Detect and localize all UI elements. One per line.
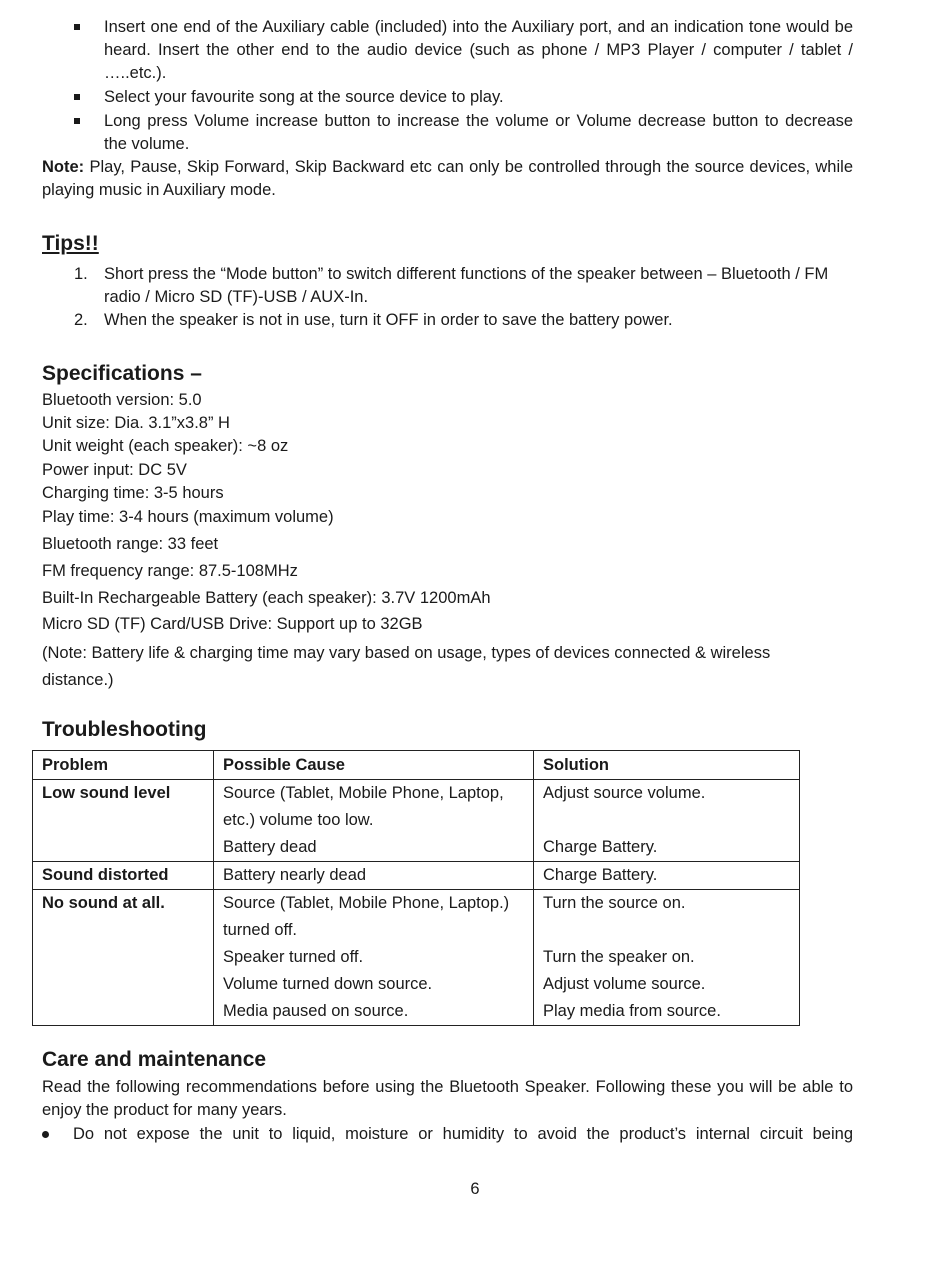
aux-steps-list	[0, 16, 950, 156]
tip-number: 1.	[74, 265, 88, 283]
aux-step-text: Select your favourite song at the source device to play.	[104, 88, 504, 106]
aux-step	[104, 16, 853, 85]
note-label: Note:	[42, 158, 85, 176]
tip-number: 2.	[74, 311, 88, 329]
solution-line: Charge Battery.	[543, 838, 658, 856]
cause-line: Volume turned down source.	[223, 975, 433, 993]
troubleshooting-heading: Troubleshooting	[42, 718, 207, 741]
cause-cell	[214, 862, 534, 890]
spec-line: Play time: 3-4 hours (maximum volume)	[42, 508, 334, 526]
tip-text: When the speaker is not in use, turn it OFF in order to save the battery power.	[104, 311, 673, 329]
note-text: Play, Pause, Skip Forward, Skip Backward etc can only be controlled through the source devices, while playing music in Auxiliary mode.	[42, 158, 853, 199]
table-row	[33, 862, 800, 890]
cause-line: Speaker turned off.	[223, 948, 364, 966]
round-bullet-icon	[42, 1131, 49, 1138]
tips-list	[0, 263, 950, 332]
solution-line: Charge Battery.	[543, 866, 658, 884]
table-row	[33, 780, 800, 862]
solution-line: Play media from source.	[543, 1002, 721, 1020]
tip-item	[74, 309, 853, 332]
square-bullet-icon	[74, 94, 80, 100]
aux-step	[104, 110, 853, 156]
solution-line: Adjust source volume.	[543, 784, 706, 802]
care-item-text: Do not expose the unit to liquid, moisture or humidity to avoid the product’s internal circuit being	[73, 1125, 853, 1143]
care-item	[73, 1123, 853, 1146]
column-header-solution: Solution	[534, 751, 800, 780]
cause-line: Source (Tablet, Mobile Phone, Laptop, etc.) volume too low.	[223, 784, 504, 829]
tip-item	[74, 263, 853, 309]
solution-line: Turn the source on.	[543, 894, 686, 912]
spec-line: Built-In Rechargeable Battery (each speaker): 3.7V 1200mAh	[42, 589, 491, 607]
tip-text: Short press the “Mode button” to switch different functions of the speaker between – Bluetooth / FM radio / Micro SD (TF)-USB / AUX-In.	[104, 265, 829, 306]
aux-step-text: Long press Volume increase button to increase the volume or Volume decrease button to decrease the volume.	[104, 112, 853, 153]
spec-line: Micro SD (TF) Card/USB Drive: Support up to 32GB	[42, 615, 423, 633]
aux-step-text: Insert one end of the Auxiliary cable (included) into the Auxiliary port, and an indication tone would be heard. Insert the other end to the audio device (such as phone / MP3 Player / computer / tablet / …..etc.).	[104, 18, 853, 82]
care-intro: Read the following recommendations before using the Bluetooth Speaker. Following these you will be able to enjoy the product for many years.	[42, 1078, 853, 1119]
spec-line: Unit size: Dia. 3.1”x3.8” H	[42, 414, 230, 432]
solution-cell	[534, 862, 800, 890]
column-header-problem: Problem	[33, 751, 214, 780]
cause-cell	[214, 780, 534, 862]
table-row	[33, 890, 800, 1026]
spec-line: Bluetooth range: 33 feet	[42, 535, 219, 553]
cause-line: Source (Tablet, Mobile Phone, Laptop.) turned off.	[223, 894, 510, 939]
tips-heading: Tips!!	[42, 232, 99, 255]
problem-cell: Low sound level	[33, 780, 214, 862]
problem-cell: Sound distorted	[33, 862, 214, 890]
page-number: 6	[470, 1180, 480, 1198]
square-bullet-icon	[74, 24, 80, 30]
spec-line: FM frequency range: 87.5-108MHz	[42, 562, 298, 580]
troubleshooting-table	[32, 750, 800, 1026]
solution-cell	[534, 780, 800, 862]
cause-line: Battery dead	[223, 838, 317, 856]
specifications-heading: Specifications –	[42, 362, 202, 385]
table-header-row	[33, 751, 800, 780]
problem-cell: No sound at all.	[33, 890, 214, 1026]
spec-line: Unit weight (each speaker): ~8 oz	[42, 437, 289, 455]
solution-line: Turn the speaker on.	[543, 948, 695, 966]
spec-line: Charging time: 3-5 hours	[42, 484, 224, 502]
cause-line: Media paused on source.	[223, 1002, 409, 1020]
aux-note	[42, 156, 853, 202]
square-bullet-icon	[74, 118, 80, 124]
spec-note: (Note: Battery life & charging time may vary based on usage, types of devices connected & wireless distance.)	[42, 644, 771, 689]
aux-step	[104, 86, 853, 109]
solution-line: Adjust volume source.	[543, 975, 706, 993]
spec-line: Bluetooth version: 5.0	[42, 391, 202, 409]
solution-cell	[534, 890, 800, 1026]
cause-line: Battery nearly dead	[223, 866, 367, 884]
care-list	[0, 1123, 950, 1146]
cause-cell	[214, 890, 534, 1026]
spec-line: Power input: DC 5V	[42, 461, 187, 479]
column-header-cause: Possible Cause	[214, 751, 534, 780]
care-heading: Care and maintenance	[42, 1048, 267, 1071]
